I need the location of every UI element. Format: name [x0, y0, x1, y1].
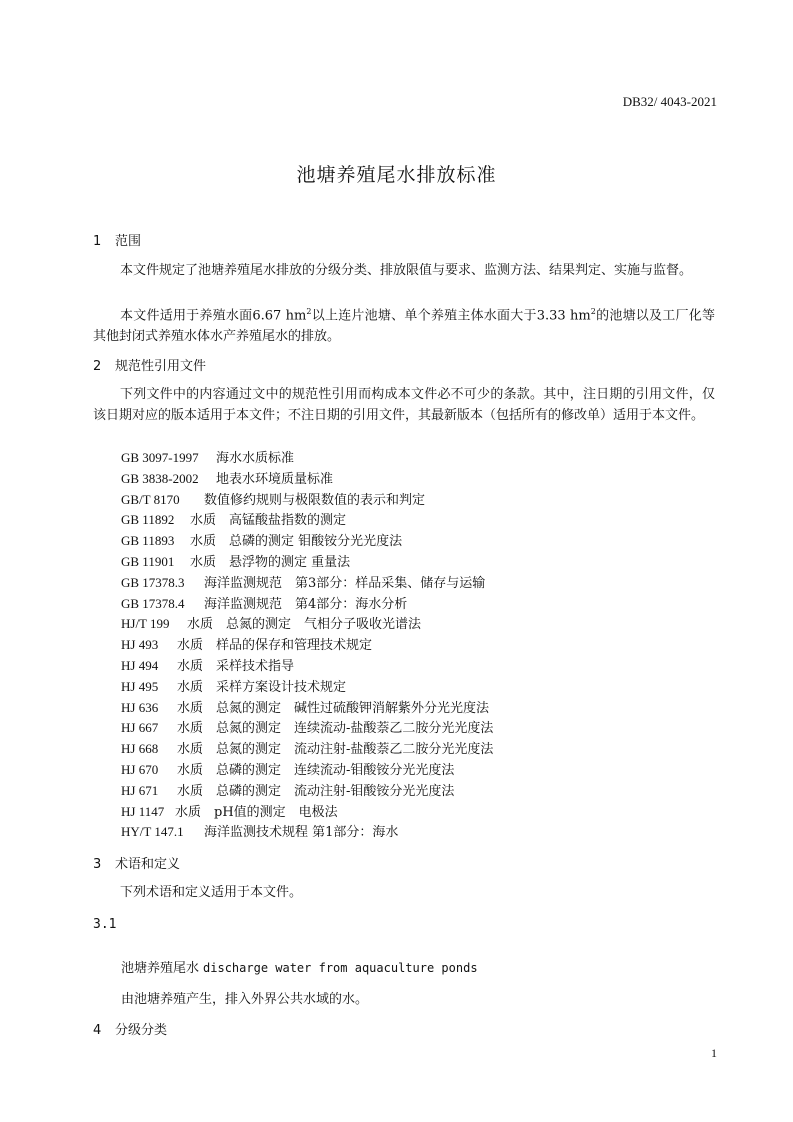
section-title: 规范性引用文件	[115, 359, 207, 374]
term-number: 3.1	[93, 917, 117, 932]
reference-title: 水质 总磷的测定 流动注射-钼酸铵分光光度法	[177, 783, 455, 799]
scope-paragraph-2	[93, 301, 715, 347]
reference-code: GB 11901	[121, 553, 175, 569]
terms-intro: 下列术语和定义适用于本文件。	[120, 885, 303, 900]
normative-intro: 下列文件中的内容通过文中的规范性引用而构成本文件必不可少的条款。其中，注日期的引用文件，仅该日期对应的版本适用于本文件；不注日期的引用文件，其最新版本（包括所有的修改单）适用于本文件。	[93, 387, 715, 423]
reference-item	[121, 739, 493, 760]
reference-title: 水质 悬浮物的测定 重量法	[190, 554, 351, 570]
reference-item	[121, 469, 493, 490]
reference-title: 海洋监测规范 第3部分：样品采集、储存与运输	[204, 575, 486, 591]
reference-code: HJ 671	[121, 782, 159, 798]
scope-text-b: 以上连片池塘、单个养殖主体水面大于3.33 hm	[311, 308, 591, 324]
reference-item	[121, 822, 493, 843]
reference-code: HJ 493	[121, 637, 159, 653]
reference-code: HJ 636	[121, 699, 159, 715]
section-number: 1	[93, 234, 102, 249]
reference-item	[121, 510, 493, 531]
section-number: 2	[93, 359, 102, 374]
reference-list	[121, 448, 493, 843]
reference-title: 水质 高锰酸盐指数的测定	[190, 513, 347, 529]
reference-item	[121, 718, 493, 739]
reference-code: HJ 494	[121, 657, 159, 673]
scope-paragraph-1: 本文件规定了池塘养殖尾水排放的分级分类、排放限值与要求、监测方法、结果判定、实施与监督。	[120, 263, 693, 278]
document-title: 池塘养殖尾水排放标准	[296, 164, 497, 186]
reference-code: HJ 668	[121, 741, 159, 757]
reference-code: GB 17378.3	[121, 574, 185, 590]
section-heading-classification	[93, 1019, 167, 1038]
reference-title: 海洋监测规范 第4部分：海水分析	[204, 596, 408, 612]
reference-code: HY/T 147.1	[121, 824, 184, 840]
reference-code: HJ/T 199	[121, 616, 170, 632]
superscript: 2	[590, 307, 596, 316]
document-code: DB32/ 4043-2021	[622, 94, 717, 109]
section-heading-normative	[93, 355, 206, 374]
reference-title: 水质 样品的保存和管理技术规定	[177, 638, 373, 654]
reference-code: GB 11893	[121, 533, 175, 549]
reference-title: 水质 总磷的测定 连续流动-钼酸铵分光光度法	[177, 762, 455, 778]
reference-item	[121, 531, 493, 552]
reference-code: HJ 1147	[121, 803, 165, 819]
term-chinese: 池塘养殖尾水	[121, 961, 200, 976]
scope-text-c: 的池塘以及工厂化等其他封闭式养殖水体水产养殖尾水的排放。	[93, 308, 715, 345]
term-english: discharge water from aquaculture ponds	[203, 961, 478, 975]
reference-item	[121, 614, 493, 635]
reference-item	[121, 594, 493, 615]
section-title: 分级分类	[115, 1023, 168, 1038]
scope-text-a: 本文件适用于养殖水面6.67 hm	[120, 308, 307, 324]
reference-title: 海洋监测技术规程 第1部分：海水	[204, 825, 399, 841]
reference-code: GB 17378.4	[121, 595, 185, 611]
reference-title: 地表水环境质量标准	[216, 471, 334, 487]
reference-item	[121, 552, 493, 573]
reference-code: GB 3838-2002	[121, 470, 199, 486]
reference-item	[121, 677, 493, 698]
reference-code: GB 11892	[121, 512, 175, 528]
reference-item	[121, 781, 493, 802]
section-number: 3	[93, 857, 102, 872]
reference-item	[121, 656, 493, 677]
reference-title: 数值修约规则与极限数值的表示和判定	[204, 492, 426, 508]
section-title: 范围	[115, 234, 142, 249]
section-heading-terms	[93, 853, 180, 872]
reference-title: 水质 采样技术指导	[177, 658, 295, 674]
reference-title: 水质 总磷的测定 钼酸铵分光光度法	[190, 534, 403, 550]
reference-code: HJ 670	[121, 761, 159, 777]
term-heading	[121, 957, 478, 976]
section-title: 术语和定义	[115, 857, 181, 872]
reference-code: HJ 667	[121, 720, 159, 736]
reference-title: 水质 采样方案设计技术规定	[177, 679, 347, 695]
reference-item	[121, 802, 493, 823]
reference-item	[121, 448, 493, 469]
reference-item	[121, 490, 493, 511]
reference-title: 水质 总氮的测定 连续流动-盐酸萘乙二胺分光光度法	[177, 721, 494, 737]
reference-code: HJ 495	[121, 678, 159, 694]
reference-title: 水质 总氮的测定 气相分子吸收光谱法	[187, 617, 422, 633]
superscript: 2	[306, 307, 312, 316]
reference-code: GB 3097-1997	[121, 450, 199, 465]
reference-item	[121, 635, 493, 656]
reference-item	[121, 760, 493, 781]
page-number: 1	[711, 1046, 717, 1060]
reference-title: 海水水质标准	[216, 451, 295, 466]
reference-code: GB/T 8170	[121, 491, 180, 507]
reference-item	[121, 698, 493, 719]
reference-title: 水质 总氮的测定 碱性过硫酸钾消解紫外分光光度法	[177, 700, 490, 716]
reference-title: 水质 pH值的测定 电极法	[175, 804, 338, 820]
section-heading-scope	[93, 230, 141, 249]
term-definition: 由池塘养殖产生，排入外界公共水域的水。	[121, 992, 369, 1007]
reference-item	[121, 573, 493, 594]
section-number: 4	[93, 1023, 102, 1038]
reference-title: 水质 总氮的测定 流动注射-盐酸萘乙二胺分光光度法	[177, 742, 494, 758]
